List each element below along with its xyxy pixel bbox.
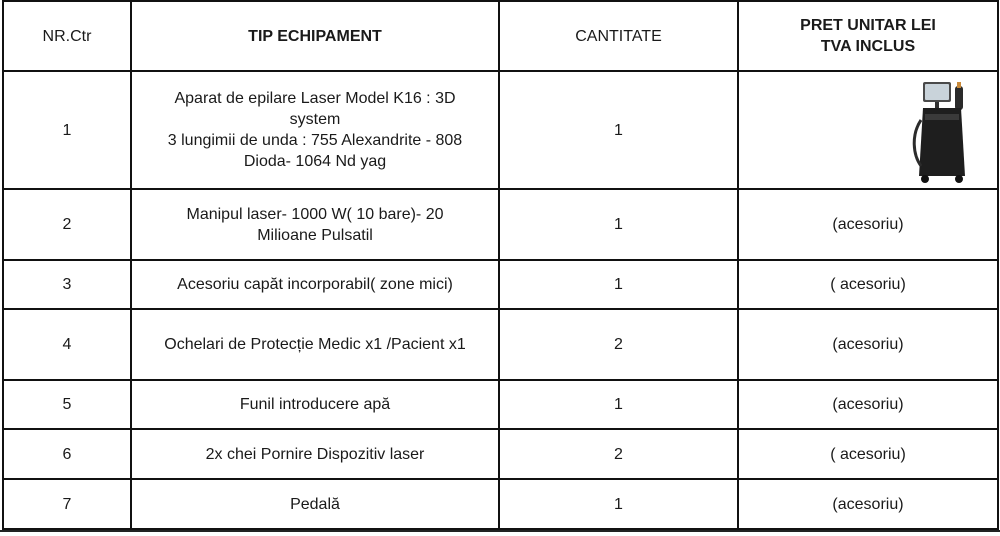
laser-device-photo	[909, 80, 973, 184]
cell-tip: 2x chei Pornire Dispozitiv laser	[131, 429, 499, 479]
header-cantitate: CANTITATE	[499, 1, 738, 71]
cell-cantitate: 1	[499, 479, 738, 529]
header-nr: NR.Ctr	[3, 1, 131, 71]
cell-nr: 2	[3, 189, 131, 260]
cell-tip: Manipul laser- 1000 W( 10 bare)- 20 Milioane Pulsatil	[131, 189, 499, 260]
cell-nr: 4	[3, 309, 131, 380]
table-row	[3, 189, 998, 260]
table-row	[3, 380, 998, 429]
cell-pret: ( acesoriu)	[738, 260, 998, 309]
table-row	[3, 71, 998, 189]
cell-nr: 7	[3, 479, 131, 529]
page-bottom-divider	[0, 530, 1000, 532]
cell-pret: ( acesoriu)	[738, 429, 998, 479]
table-row	[3, 429, 998, 479]
cell-tip: Ochelari de Protecție Medic x1 /Pacient x1	[131, 309, 499, 380]
header-tip-echipament: TIP ECHIPAMENT	[131, 1, 499, 71]
cell-tip: Pedală	[131, 479, 499, 529]
cell-cantitate: 1	[499, 71, 738, 189]
cell-cantitate: 1	[499, 260, 738, 309]
table-row	[3, 309, 998, 380]
cell-cantitate: 1	[499, 189, 738, 260]
cell-cantitate: 2	[499, 309, 738, 380]
table-row	[3, 260, 998, 309]
table-header-row	[3, 1, 998, 71]
cell-cantitate: 1	[499, 380, 738, 429]
table-row	[3, 479, 998, 529]
cell-pret: (acesoriu)	[738, 479, 998, 529]
cell-nr: 5	[3, 380, 131, 429]
cell-pret: (acesoriu)	[738, 189, 998, 260]
cell-pret-image	[738, 71, 998, 189]
cell-nr: 6	[3, 429, 131, 479]
cell-nr: 3	[3, 260, 131, 309]
cell-pret: (acesoriu)	[738, 380, 998, 429]
cell-tip: Aparat de epilare Laser Model K16 : 3D system 3 lungimii de unda : 755 Alexandrite - 808 Dioda- 1064 Nd yag	[131, 71, 499, 189]
cell-tip: Funil introducere apă	[131, 380, 499, 429]
header-pret-unitar: PRET UNITAR LEI TVA INCLUS	[738, 1, 998, 71]
cell-cantitate: 2	[499, 429, 738, 479]
equipment-table	[2, 0, 999, 530]
cell-tip: Acesoriu capăt incorporabil( zone mici)	[131, 260, 499, 309]
cell-nr: 1	[3, 71, 131, 189]
cell-pret: (acesoriu)	[738, 309, 998, 380]
